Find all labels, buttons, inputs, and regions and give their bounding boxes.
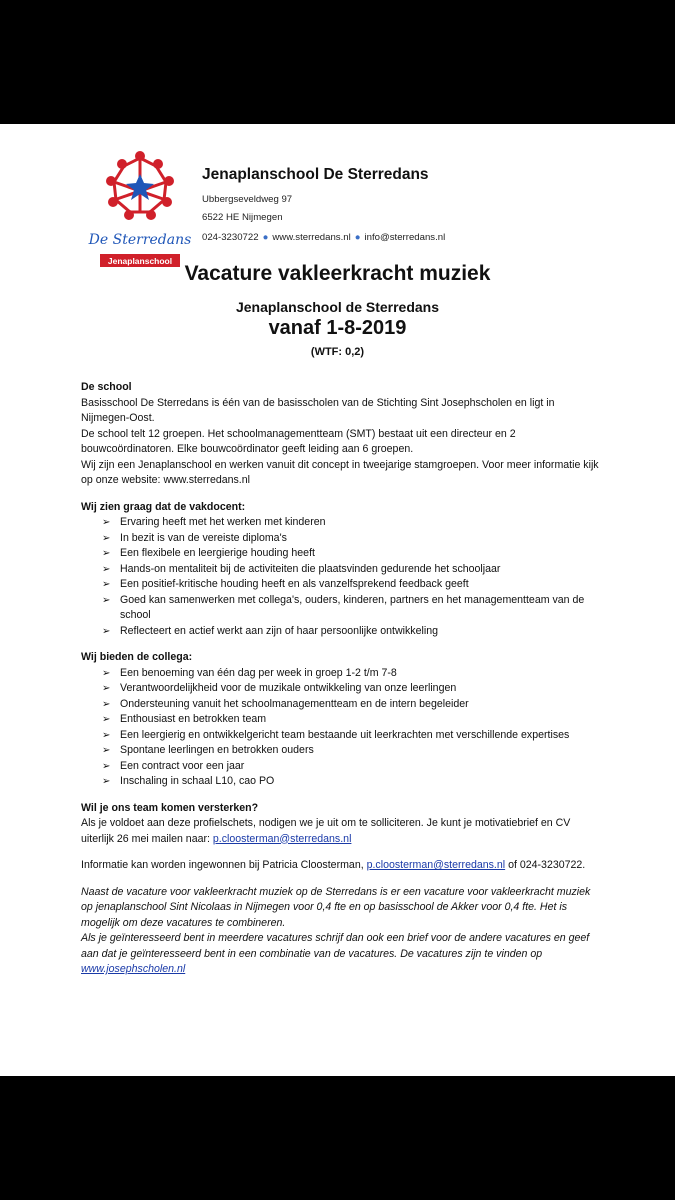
- arrow-bullet-icon: ➢: [102, 745, 111, 756]
- arrow-bullet-icon: ➢: [102, 563, 111, 575]
- arrow-bullet-icon: ➢: [102, 776, 111, 787]
- arrow-bullet-icon: ➢: [102, 579, 111, 590]
- main-title: Vacature vakleerkracht muziek: [184, 262, 491, 285]
- school-street: Ubbergseveldweg 97: [202, 194, 293, 205]
- school-logo: [88, 148, 192, 278]
- arrow-bullet-icon: ➢: [102, 625, 111, 637]
- list-item: ➢ In bezit is van de vereiste diploma's: [81, 531, 601, 547]
- info-email-link[interactable]: p.cloosterman@sterredans.nl: [366, 859, 506, 871]
- phone-text: 024-3230722: [202, 232, 259, 243]
- section-heading-teacher: Wij zien graag dat de vakdocent:: [81, 500, 246, 513]
- vacancies-website-link[interactable]: www.josephscholen.nl: [81, 963, 186, 975]
- school-city: 6522 HE Nijmegen: [202, 212, 283, 223]
- note-paragraph-2: Als je geïnteresseerd bent in meerdere vacatures schrijf dan ook een brief voor de andere vacatures en geef aan dat je geïnteresseerd bent in een combinatie van de vacatures. De vacatures zijn te vinden op www.josephscholen.nl: [81, 932, 590, 975]
- apply-paragraph: Als je voldoet aan deze profielschets, nodigen we je uit om te solliciteren. Je kunt je motivatiebrief en CV uiterlijk 26 mei mailen naar: p.cloosterman@sterredans.nl: [81, 817, 571, 845]
- school-paragraph-2: De school telt 12 groepen. Het schoolmanagementteam (SMT) bestaat uit een directeur en 2 bouwcoördinatoren. Elke bouwcoördinator geeft leiding aan 6 groepen.: [81, 427, 516, 455]
- email-text: info@sterredans.nl: [364, 232, 446, 243]
- list-item: ➢ Een leergierig en ontwikkelgericht team bestaande uit leerkrachten met verschillende expertises: [81, 728, 601, 744]
- arrow-bullet-icon: ➢: [102, 760, 111, 772]
- section-heading-apply: Wil je ons team komen versterken?: [81, 801, 259, 814]
- logo-subtext: Jenaplanschool: [107, 256, 173, 266]
- list-item: ➢ Een contract voor een jaar: [81, 759, 601, 775]
- arrow-bullet-icon: ➢: [102, 517, 111, 528]
- list-item: ➢ Ondersteuning vanuit het schoolmanagementteam en de intern begeleider: [81, 697, 601, 713]
- website-text: www.sterredans.nl: [272, 232, 351, 243]
- note-paragraph-1: Naast de vacature voor vakleerkracht muziek op de Sterredans is er een vacature voor vakleerkracht muziek op jenaplanschool Sint Nicolaas in Nijmegen voor 0,4 fte en op basisschool de Akker voor 0,4 fte. Het is mogelijk om deze vacatures te combineren.: [81, 885, 591, 929]
- list-item: ➢ Goed kan samenwerken met collega's, ouders, kinderen, partners en het managementteam van de school: [102, 593, 585, 621]
- arrow-bullet-icon: ➢: [102, 683, 111, 694]
- section-heading-school: De school: [81, 381, 132, 393]
- vacancy-body: [81, 380, 601, 978]
- offer-list: [81, 666, 601, 790]
- school-paragraph-1: Basisschool De Sterredans is één van de basisscholen van de Stichting Sint Josephscholen en ligt in Nijmegen-Oost.: [81, 396, 555, 424]
- list-item: ➢ Verantwoordelijkheid voor de muzikale ontwikkeling van onze leerlingen: [81, 681, 601, 697]
- list-item: ➢ Reflecteert en actief werkt aan zijn of haar persoonlijke ontwikkeling: [81, 624, 601, 640]
- arrow-bullet-icon: ➢: [102, 714, 111, 725]
- school-paragraph-3: Wij zijn een Jenaplanschool en werken vanuit dit concept in tweejarige stamgroepen. Voor meer informatie kijk op onze website: www.sterredans.nl: [81, 458, 599, 486]
- logo-text: De Sterredans: [88, 232, 192, 248]
- section-heading-offer: Wij bieden de collega:: [81, 651, 193, 663]
- arrow-bullet-icon: ➢: [102, 548, 111, 559]
- arrow-bullet-icon: ➢: [102, 532, 111, 544]
- list-item: ➢ Inschaling in schaal L10, cao PO: [81, 774, 601, 790]
- bullet-dot-icon: ●: [354, 232, 361, 243]
- info-paragraph: Informatie kan worden ingewonnen bij Patricia Cloosterman, p.cloosterman@sterredans.nl of 024-3230722.: [81, 859, 586, 871]
- document-page: [0, 124, 675, 1076]
- apply-email-link[interactable]: p.cloosterman@sterredans.nl: [212, 832, 352, 845]
- list-item: ➢ Spontane leerlingen en betrokken ouders: [81, 743, 601, 759]
- school-contact: [202, 232, 445, 243]
- wtf-label: (WTF: 0,2): [310, 346, 365, 358]
- arrow-bullet-icon: ➢: [102, 667, 111, 679]
- list-item: ➢ Hands-on mentaliteit bij de activiteiten die plaatsvinden gedurende het schooljaar: [81, 562, 601, 578]
- list-item: ➢ Enthousiast en betrokken team: [81, 712, 601, 728]
- list-item: ➢ Een positief-kritische houding heeft en als vanzelfsprekend feedback geeft: [81, 577, 601, 593]
- teacher-requirements-list: [81, 515, 601, 639]
- arrow-bullet-icon: ➢: [102, 594, 111, 606]
- list-item: ➢ Ervaring heeft met het werken met kinderen: [81, 515, 601, 531]
- bullet-dot-icon: ●: [262, 232, 269, 243]
- subtitle-school: Jenaplanschool de Sterredans: [235, 299, 440, 315]
- arrow-bullet-icon: ➢: [102, 729, 111, 741]
- school-name: Jenaplanschool De Sterredans: [202, 166, 429, 183]
- arrow-bullet-icon: ➢: [102, 698, 111, 710]
- start-date: vanaf 1-8-2019: [268, 317, 407, 339]
- list-item: ➢ Een benoeming van één dag per week in groep 1-2 t/m 7-8: [81, 666, 601, 682]
- list-item: ➢ Een flexibele en leergierige houding heeft: [81, 546, 601, 562]
